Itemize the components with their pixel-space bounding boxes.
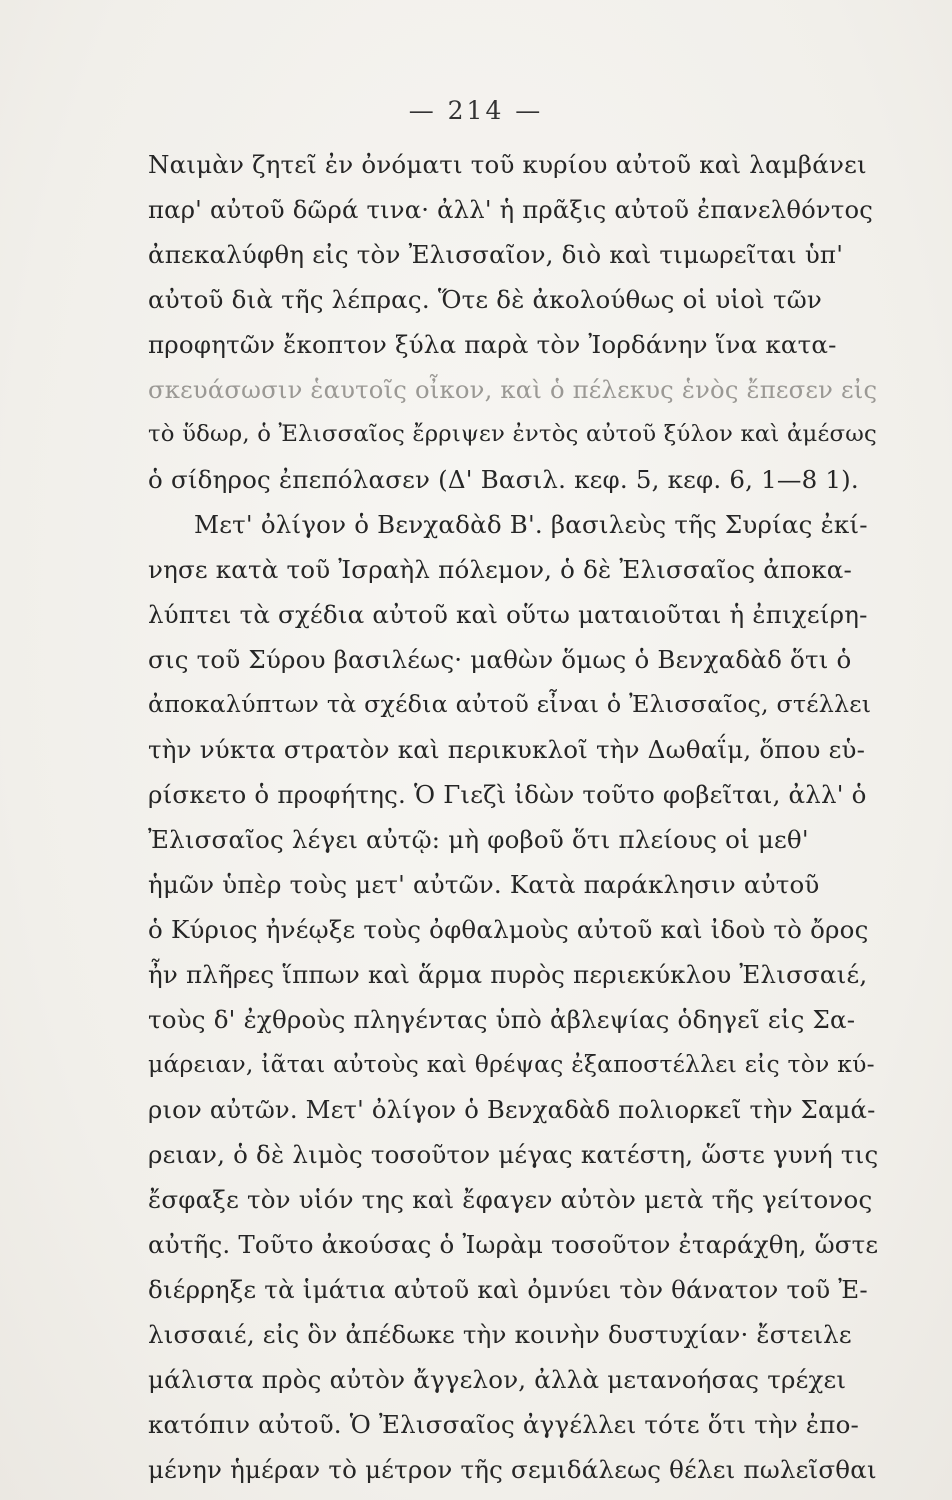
text-line: σκευάσωσιν ἑαυτοῖς οἶκον, καὶ ὁ πέλεκυς ἑνὸς ἔπεσεν εἰς — [148, 375, 878, 404]
text-line: ἀποκαλύπτων τὰ σχέδια αὐτοῦ εἶναι ὁ Ἐλισσαῖος, στέλλει — [148, 690, 872, 718]
text-line: ὁ σίδηρος ἐπεπόλασεν (Δ' Βασιλ. κεφ. 5, κεφ. 6, 1—8 1). — [148, 465, 859, 494]
text-line: νησε κατὰ τοῦ Ἰσραὴλ πόλεμον, ὁ δὲ Ἐλισσαῖος ἀποκα- — [148, 555, 852, 584]
text-line: προφητῶν ἔκοπτον ξύλα παρὰ τὸν Ἰορδάνην ἵνα κατα- — [148, 330, 837, 359]
text-line: λύπτει τὰ σχέδια αὐτοῦ καὶ οὕτω ματαιοῦται ἡ ἐπιχείρη- — [148, 600, 868, 629]
text-line: ρειαν, ὁ δὲ λιμὸς τοσοῦτον μέγας κατέστη, ὥστε γυνή τις — [148, 1140, 879, 1169]
text-line: ἀπεκαλύφθη εἰς τὸν Ἐλισσαῖον, διὸ καὶ τιμωρεῖται ὑπ' — [148, 240, 844, 269]
text-line: τὸ ὕδωρ, ὁ Ἐλισσαῖος ἔρριψεν ἐντὸς αὐτοῦ ξύλον καὶ ἀμέσως — [148, 421, 877, 447]
text-line: ριον αὐτῶν. Μετ' ὀλίγον ὁ Βενχαδὰδ πολιορκεῖ τὴν Σαμά- — [148, 1095, 876, 1124]
text-line: τὴν νύκτα στρατὸν καὶ περικυκλοῖ τὴν Δωθαΐμ, ὅπου εὑ- — [148, 735, 866, 764]
text-line: λισσαιέ, εἰς ὃν ἀπέδωκε τὴν κοινὴν δυστυχίαν· ἔστειλε — [148, 1320, 852, 1349]
text-line: ἡμῶν ὑπὲρ τοὺς μετ' αὐτῶν. Κατὰ παράκλησιν αὐτοῦ — [148, 870, 820, 899]
text-line: μάρειαν, ἰᾶται αὐτοὺς καὶ θρέψας ἐξαποστέλλει εἰς τὸν κύ- — [148, 1050, 875, 1078]
text-line: μάλιστα πρὸς αὐτὸν ἄγγελον, ἀλλὰ μετανοήσας τρέχει — [148, 1365, 847, 1394]
page-number: — 214 — — [408, 96, 544, 125]
text-line: ἦν πλῆρες ἵππων καὶ ἅρμα πυρὸς περιεκύκλου Ἐλισσαιέ, — [148, 960, 868, 989]
text-line: Μετ' ὀλίγον ὁ Βενχαδὰδ Β'. βασιλεὺς τῆς Συρίας ἐκί- — [194, 510, 868, 539]
text-line: κατόπιν αὐτοῦ. Ὁ Ἐλισσαῖος ἀγγέλλει τότε ὅτι τὴν ἐπο- — [148, 1410, 859, 1439]
text-line: παρ' αὐτοῦ δῶρά τινα· ἀλλ' ἡ πρᾶξις αὐτοῦ ἐπανελθόντος — [148, 195, 874, 224]
text-line: αὐτῆς. Τοῦτο ἀκούσας ὁ Ἰωρὰμ τοσοῦτον ἐταράχθη, ὥστε — [148, 1230, 879, 1259]
text-line: αὐτοῦ διὰ τῆς λέπρας. Ὅτε δὲ ἀκολούθως οἱ υἱοὶ τῶν — [148, 285, 822, 314]
text-line: διέρρηξε τὰ ἱμάτια αὐτοῦ καὶ ὀμνύει τὸν θάνατον τοῦ Ἐ- — [148, 1275, 868, 1304]
body-text — [148, 142, 878, 1492]
text-line: σις τοῦ Σύρου βασιλέως· μαθὼν ὅμως ὁ Βενχαδὰδ ὅτι ὁ — [148, 645, 852, 674]
text-line: ὁ Κύριος ἠνέῳξε τοὺς ὀφθαλμοὺς αὐτοῦ καὶ ἰδοὺ τὸ ὄρος — [148, 915, 869, 944]
text-line: ρίσκετο ὁ προφήτης. Ὁ Γιεζὶ ἰδὼν τοῦτο φοβεῖται, ἀλλ' ὁ — [148, 780, 867, 809]
text-line: ἔσφαξε τὸν υἱόν της καὶ ἔφαγεν αὐτὸν μετὰ τῆς γείτονος — [148, 1185, 873, 1214]
text-line: Ἐλισσαῖος λέγει αὐτῷ: μὴ φοβοῦ ὅτι πλείους οἱ μεθ' — [148, 825, 809, 854]
text-line: Ναιμὰν ζητεῖ ἐν ὀνόματι τοῦ κυρίου αὐτοῦ καὶ λαμβάνει — [148, 150, 867, 179]
text-line: μένην ἡμέραν τὸ μέτρον τῆς σεμιδάλεως θέλει πωλεῖσθαι — [148, 1455, 877, 1484]
text-line: τοὺς δ' ἐχθροὺς πληγέντας ὑπὸ ἀβλεψίας ὁδηγεῖ εἰς Σα- — [148, 1005, 856, 1034]
